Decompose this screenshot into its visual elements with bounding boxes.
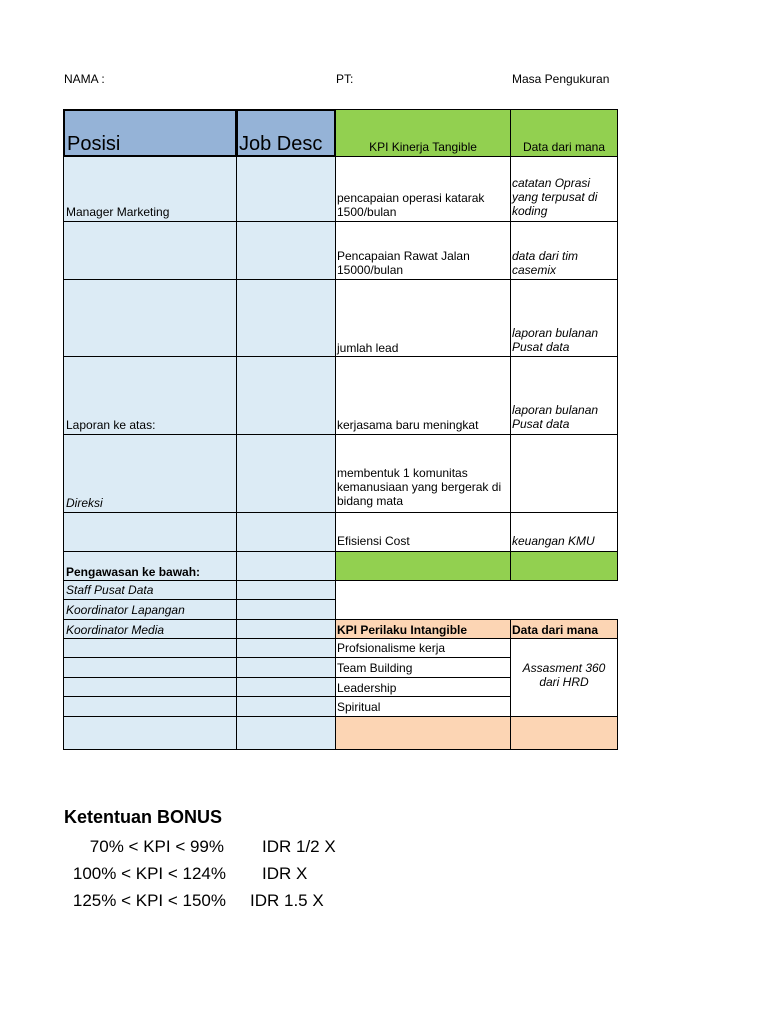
blank-cell [63,677,237,697]
posisi-value: Manager Marketing [66,205,170,219]
jobdesc-cell [236,512,336,552]
jobdesc-header: Job Desc [239,133,323,155]
data-source-header: Data dari mana [522,140,606,154]
intangible-source-header: Data dari mana [512,623,599,637]
jobdesc-cell [236,619,336,639]
kpi-tangible-header: KPI Kinerja Tangible [369,140,477,154]
kpi-cell [335,156,511,222]
blank-cell [63,221,237,280]
kpi-text: Pencapaian Rawat Jalan 15000/bulan [337,249,470,277]
kpi-text: membentuk 1 komunitas kemanusiaan yang bergerak di bidang mata [337,466,502,508]
masa-pengukuran-label: Masa Pengukuran [512,72,610,86]
subordinate-cell [63,619,237,639]
jobdesc-cell [236,638,336,658]
jobdesc-cell [236,716,336,750]
posisi-header: Posisi [67,133,121,155]
pengawasan-label-cell [63,551,237,581]
nama-label: NAMA : [64,72,105,86]
jobdesc-cell [236,657,336,678]
jobdesc-cell [236,551,336,581]
bonus-title: Ketentuan BONUS [64,807,223,827]
bonus-amount: IDR 1.5 X [250,891,324,910]
intangible-source-text: Assasment 360 dari HRD [522,661,606,689]
intangible-source-header-cell [510,619,618,639]
kpi-cell [335,434,511,513]
kpi-source-cell [510,156,618,222]
kpi-intangible-header-cell [335,619,511,639]
jobdesc-cell [236,156,336,222]
jobdesc-cell [236,279,336,357]
posisi-header-cell [63,109,237,157]
subordinate-item: Koordinator Lapangan [66,603,185,617]
kpi-cell [335,356,511,435]
blank-cell [63,657,237,678]
pengawasan-label: Pengawasan ke bawah: [66,565,201,579]
jobdesc-cell [236,580,336,600]
kpi-source-text: keuangan KMU [512,534,595,548]
intangible-row [335,677,511,697]
kpi-text: jumlah lead [337,341,399,355]
jobdesc-cell [236,677,336,697]
jobdesc-header-cell [236,109,336,157]
jobdesc-cell [236,221,336,280]
laporan-label: Laporan ke atas: [66,418,156,432]
kpi-source-text: data dari tim casemix [512,249,579,277]
intangible-item: Spiritual [337,700,381,714]
bonus-range: 100% < KPI < 124% [72,864,226,883]
jobdesc-cell [236,599,336,620]
kpi-source-text: laporan bulanan Pusat data [512,403,599,431]
blank-cell [63,279,237,357]
kpi-source-text: laporan bulanan Pusat data [512,326,599,354]
kpi-text: kerjasama baru meningkat [337,418,479,432]
blank-cell [63,512,237,552]
kpi-source-cell [510,434,618,513]
kpi-source-text: catatan Oprasi yang terpusat di koding [512,176,598,218]
bonus-amount: IDR 1/2 X [262,837,336,856]
intangible-row [335,657,511,678]
peach-row-cell [510,716,618,750]
subordinate-item: Koordinator Media [66,623,165,637]
intangible-item: Leadership [337,681,397,695]
kpi-source-cell [510,279,618,357]
green-row-cell [335,551,511,581]
laporan-value-cell [63,434,237,513]
laporan-value: Direksi [66,496,103,510]
kpi-source-cell [510,356,618,435]
kpi-text: Efisiensi Cost [337,534,410,548]
posisi-cell [63,156,237,222]
kpi-text: pencapaian operasi katarak 1500/bulan [337,191,485,219]
kpi-intangible-header: KPI Perilaku Intangible [337,623,468,637]
kpi-tangible-header-cell [335,109,511,157]
kpi-cell [335,279,511,357]
blank-cell [63,638,237,658]
data-source-header-cell [510,109,618,157]
jobdesc-cell [236,356,336,435]
subordinate-item: Staff Pusat Data [66,583,154,597]
peach-row-cell [335,716,511,750]
blank-cell [63,716,237,750]
intangible-row [335,696,511,717]
kpi-source-cell [510,221,618,280]
kpi-cell [335,512,511,552]
intangible-row [335,638,511,658]
bonus-amount: IDR X [262,864,308,883]
subordinate-cell [63,599,237,620]
bonus-range: 125% < KPI < 150% [72,891,226,910]
kpi-source-cell [510,512,618,552]
jobdesc-cell [236,696,336,717]
intangible-item: Profsionalisme kerja [337,641,446,655]
jobdesc-cell [236,434,336,513]
intangible-source-cell [510,638,618,717]
subordinate-cell [63,580,237,600]
kpi-cell [335,221,511,280]
laporan-label-cell [63,356,237,435]
bonus-range: 70% < KPI < 99% [89,837,224,856]
green-row-cell [510,551,618,581]
intangible-item: Team Building [337,661,413,675]
pt-label: PT: [336,72,354,86]
blank-cell [63,696,237,717]
